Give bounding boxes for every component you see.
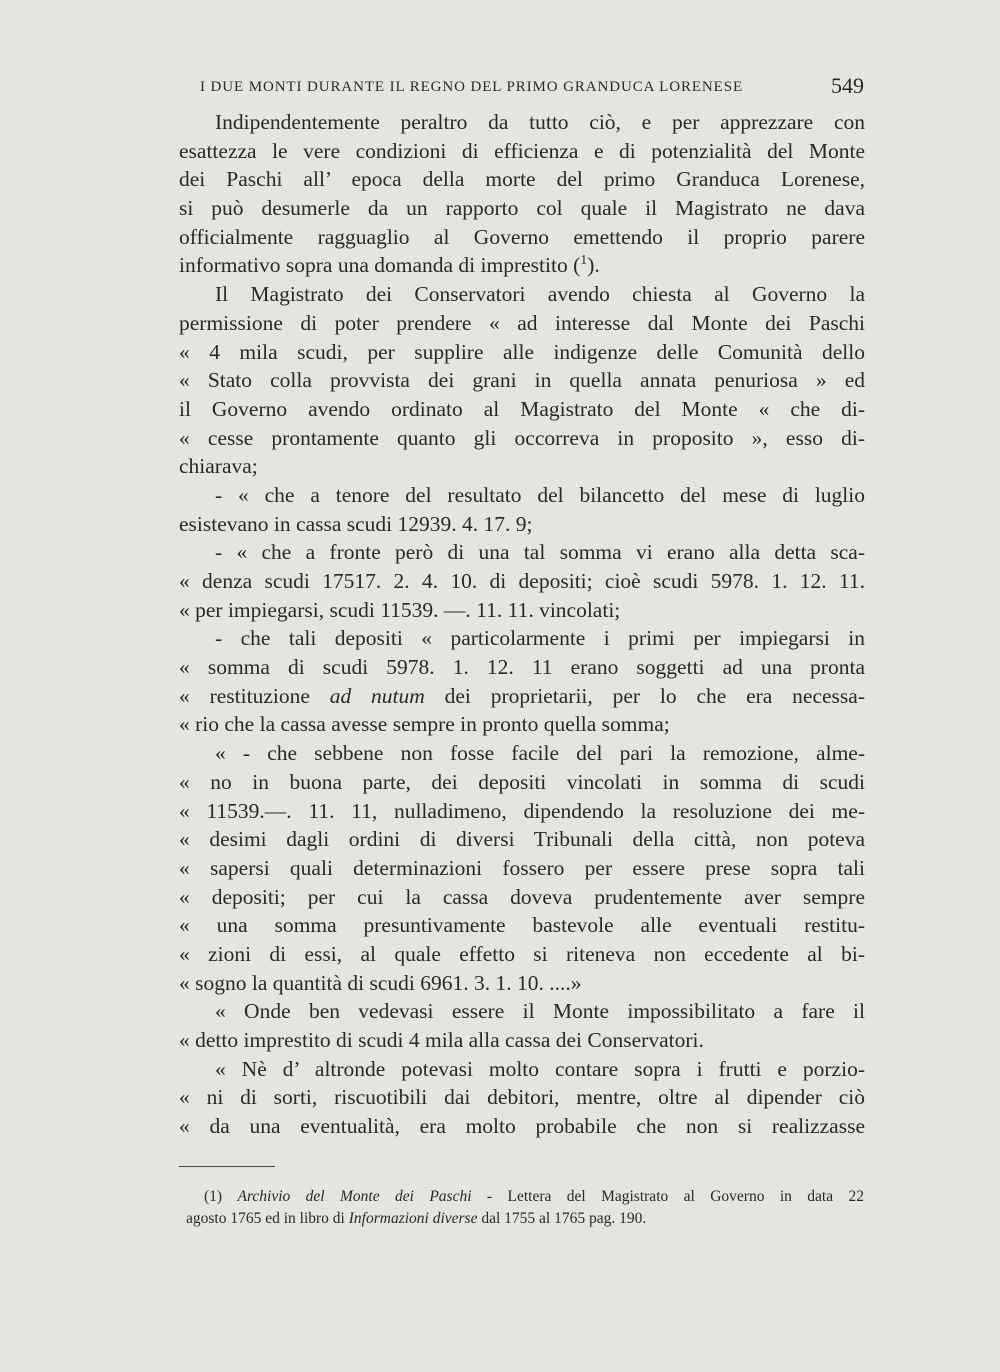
running-title: I DUE MONTI DURANTE IL REGNO DEL PRIMO GRANDUCA LORENESE xyxy=(200,79,744,95)
footnote-line xyxy=(186,1208,864,1230)
text-line xyxy=(179,682,865,711)
text-line: esistevano in cassa scudi 12939. 4. 17. 9; xyxy=(179,511,533,536)
text-line: « Stato colla provvista dei grani in quella annata penuriosa » ed xyxy=(179,368,865,393)
text-span: informativo sopra una domanda di imprestito ( xyxy=(179,253,581,278)
text-span: dal 1755 al 1765 pag. 190. xyxy=(477,1210,647,1227)
text-line: chiarava; xyxy=(179,454,258,479)
text-line: Il Magistrato dei Conservatori avendo chiesta al Governo la xyxy=(215,282,865,307)
page-number: 549 xyxy=(831,73,864,98)
footnote xyxy=(186,1186,864,1230)
text-span: dei proprietarii, per lo che era necessa- xyxy=(424,683,865,708)
archive-title: Archivio del Monte dei Paschi xyxy=(237,1188,472,1205)
text-line: - « che a fronte però di una tal somma vi erano alla detta sca- xyxy=(215,540,865,565)
text-line: « 11539.—. 11. 11, nulladimeno, dipendendo la resoluzione dei me- xyxy=(179,798,865,823)
text-span: agosto 1765 ed in libro di xyxy=(186,1210,349,1227)
text-line: « denza scudi 17517. 2. 4. 10. di depositi; cioè scudi 5978. 1. 12. 11. xyxy=(179,569,865,593)
text-span: - Lettera del Magistrato al Governo in data 22 xyxy=(471,1188,865,1205)
footnote-marker: (1) xyxy=(204,1188,223,1205)
text-line: « depositi; per cui la cassa doveva prudentemente aver sempre xyxy=(179,884,865,909)
text-line: « 4 mila scudi, per supplire alle indigenze delle Comunità dello xyxy=(179,339,865,364)
text-line: permissione di poter prendere « ad interesse dal Monte dei Paschi xyxy=(179,310,865,335)
text-line: il Governo avendo ordinato al Magistrato del Monte « che di- xyxy=(179,396,865,421)
text-line: esattezza le vere condizioni di efficienza e di potenzialità del Monte xyxy=(179,138,865,163)
text-line: dei Paschi all’ epoca della morte del primo Granduca Lorenese, xyxy=(179,167,865,192)
text-line: « detto imprestito di scudi 4 mila alla cassa dei Conservatori. xyxy=(179,1028,704,1052)
body-text xyxy=(179,108,865,1141)
text-line: « cesse prontamente quanto gli occorreva in proposito », esso di- xyxy=(179,425,865,450)
text-line: « desimi dagli ordini di diversi Tribunali della città, non poteva xyxy=(179,827,865,852)
text-line xyxy=(179,251,865,280)
text-line: Indipendentemente peraltro da tutto ciò, e per apprezzare con xyxy=(215,110,865,134)
footnote-line xyxy=(186,1186,864,1208)
text-line: « da una eventualità, era molto probabile che non si realizzasse xyxy=(179,1114,865,1139)
text-line: officialmente ragguaglio al Governo emettendo il proprio parere xyxy=(179,224,865,249)
text-line: « sapersi quali determinazioni fossero per essere prese sopra tali xyxy=(179,855,865,880)
running-header xyxy=(200,73,864,103)
text-line: « sogno la quantità di scudi 6961. 3. 1. 10. ....» xyxy=(179,970,582,995)
text-line: « ni di sorti, riscuotibili dai debitori, mentre, oltre al dipender ciò xyxy=(179,1085,865,1110)
text-line: « per impiegarsi, scudi 11539. —. 11. 11. vincolati; xyxy=(179,597,621,622)
text-line: « zioni di essi, al quale effetto si riteneva non eccedente al bi- xyxy=(179,941,865,966)
latin-phrase: ad nutum xyxy=(329,683,425,708)
text-line: « una somma presuntivamente bastevole alle eventuali restitu- xyxy=(179,913,865,938)
text-line: si può desumerle da un rapporto col quale il Magistrato ne dava xyxy=(179,196,865,221)
text-line: « no in buona parte, dei depositi vincolati in somma di scudi xyxy=(179,769,865,794)
text-line: - « che a tenore del resultato del bilancetto del mese di luglio xyxy=(215,482,865,507)
text-line: « somma di scudi 5978. 1. 12. 11 erano soggetti ad una pronta xyxy=(179,655,865,680)
text-line: - che tali depositi « particolarmente i primi per impiegarsi in xyxy=(215,626,865,651)
text-line: « rio che la cassa avesse sempre in pronto quella somma; xyxy=(179,712,670,737)
book-title: Informazioni diverse xyxy=(348,1210,478,1227)
text-line: « Nè d’ altronde potevasi molto contare sopra i frutti e porzio- xyxy=(215,1056,865,1081)
text-line: « - che sebbene non fosse facile del pari la remozione, alme- xyxy=(215,741,865,766)
text-span: « restituzione xyxy=(179,683,330,708)
text-line: « Onde ben vedevasi essere il Monte impossibilitato a fare il xyxy=(215,999,865,1024)
footnote-reference[interactable]: 1 xyxy=(580,253,588,269)
footnote-separator xyxy=(179,1166,275,1167)
text-span: ). xyxy=(587,253,600,278)
